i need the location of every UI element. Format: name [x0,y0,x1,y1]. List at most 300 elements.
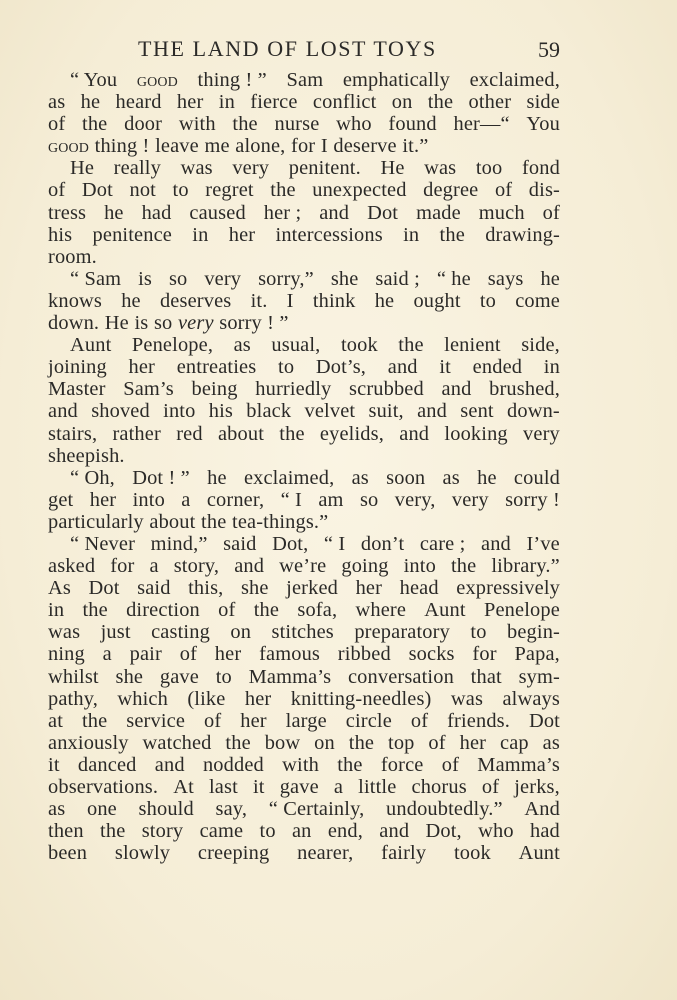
word: her [244,687,272,710]
word: came [199,820,244,843]
word: preparatory [354,621,450,644]
word: “ You [70,69,118,91]
text-line [48,179,560,201]
word: pathy, [48,687,98,710]
word: bow [264,731,301,754]
word: thing ! ” [197,69,267,91]
word: to [479,289,497,312]
word: Aunt [518,842,560,865]
word: exclaimed, [243,466,335,489]
word: her—“ [453,113,510,136]
word: on [391,91,413,114]
word: come [515,289,560,312]
word: direction [126,599,200,622]
word: the [201,510,227,533]
body-text [48,69,560,864]
word: in [543,356,560,379]
word: is [138,267,152,290]
word: and [399,422,430,445]
word: rather [112,422,161,445]
word: sorry ! [505,488,560,511]
word: anxiously [48,731,129,754]
word: stairs, [48,422,98,445]
text-line [48,467,560,489]
word: Dot ! ” [132,466,190,489]
word: the [225,731,251,754]
word: degree [423,179,479,202]
word: a [181,488,191,511]
word: really [113,157,161,180]
word: At [173,776,194,798]
word: her [228,223,256,246]
word: black [246,400,292,423]
word: the [82,113,108,136]
text-line [48,577,560,599]
word: and [481,532,511,555]
word: in [192,223,209,246]
word: and [417,400,447,423]
text-line [48,732,560,754]
word: “ Never [70,532,136,555]
word: always [502,687,560,710]
word: think [312,289,356,312]
word: other [468,91,512,114]
word: friends. [447,709,511,732]
word: and [379,820,410,843]
word: And [524,798,560,821]
word: dis- [528,179,560,202]
word: He [104,312,129,335]
word: for [291,135,316,158]
word: Dot [367,201,399,224]
word: he [80,91,101,114]
word: in [218,91,235,114]
text-line [48,224,560,246]
text-line [48,157,560,179]
word: Dot [81,179,113,202]
word: her [176,91,204,114]
word: of [218,599,236,622]
text-line [48,599,560,621]
word: As [48,577,71,600]
word: her [459,731,487,754]
word: going [341,555,389,578]
word: Sam’s [123,378,174,401]
word: “ Certainly, [268,798,365,821]
word: Aunt [424,599,466,622]
word: as [442,466,460,489]
word: just [100,621,131,644]
word: circle [345,709,392,732]
word: mind,” [150,532,208,555]
word: corner, [206,488,265,511]
word: as [351,466,369,489]
text-line [48,69,560,91]
word: of [428,731,446,754]
word: Dot, [272,532,309,555]
word: leave [155,135,199,158]
word: it [439,356,451,379]
word: he [374,289,395,312]
word: caused [189,201,246,224]
word: took [340,334,378,357]
text-line [48,445,560,467]
word: penitent. [288,157,361,180]
word: chorus [411,776,467,798]
word: of [204,709,222,732]
word: heard [115,91,162,114]
text-line [48,202,560,224]
word: “ he [436,267,471,290]
word: library.” [491,555,560,578]
word: an [291,820,312,843]
word: on [230,621,252,644]
word: alone, [235,135,286,158]
word: and [154,753,185,776]
word: a [102,643,112,666]
text-line [48,290,560,312]
word: the [439,223,465,246]
word: then [48,820,84,843]
word: looking [444,422,508,445]
word: hurriedly [255,378,332,401]
word: conversation [347,665,454,688]
word: don’t [360,532,405,555]
word: into [132,488,165,511]
word: brushed, [489,378,560,401]
word: drawing- [485,223,560,246]
word: am [318,488,344,511]
word: ning [48,643,85,666]
word: had [530,820,560,843]
word: could [513,466,560,489]
text-line [48,378,560,400]
text-line [48,334,560,356]
word: for [110,555,135,578]
word: ended [472,356,523,379]
word: said [137,577,171,600]
word: thing ! [94,135,150,158]
word: about [149,510,196,533]
word: and [441,378,472,401]
word: asked [48,555,96,578]
text-line [48,400,560,422]
word: in [403,223,420,246]
word: Master [48,378,106,401]
word: cap [500,731,529,754]
text-line [48,621,560,643]
word: side, [521,334,560,357]
word: as [233,334,251,357]
word: good [48,135,90,158]
word: unexpected [312,179,407,202]
text-line [48,135,560,157]
text-line [48,489,560,511]
word: the [81,709,108,732]
word: her [89,488,117,511]
word: He [380,157,405,180]
word: was [450,687,484,710]
word: been [48,842,88,865]
text-line [48,710,560,732]
word: it [48,753,60,776]
word: undoubtedly.” [386,798,503,821]
word: fairly [381,842,427,865]
word: room. [48,245,97,268]
word: of [494,179,513,202]
word: observations. [48,776,159,798]
word: in [48,599,65,622]
text-line [48,776,560,798]
word: good [136,69,178,91]
word: at [48,709,64,732]
word: of [48,113,66,136]
word: into [403,555,436,578]
text-line [48,798,560,820]
word: too [475,157,503,180]
word: velvet [304,400,356,423]
word: service [126,709,186,732]
word: her ; [263,201,302,224]
word: her [128,356,156,379]
text-line [48,91,560,113]
word: jerks, [514,776,560,798]
word: to [470,621,487,644]
word: was [48,621,81,644]
word: on [314,731,335,754]
word: scrubbed [349,378,424,401]
word: tress [48,201,87,224]
text-line [48,511,560,533]
page-header [48,34,560,68]
word: she [115,665,144,688]
word: found [388,113,437,136]
word: of [441,753,460,776]
word: her [214,643,242,666]
word: lenient [444,334,501,357]
word: “ Sam [70,267,122,290]
text-line [48,666,560,688]
word: he [477,466,497,489]
word: who [478,820,514,843]
word: Aunt [70,334,112,357]
text-line [48,312,560,334]
word: fond [521,157,560,180]
word: with [282,753,319,776]
word: the [253,599,280,622]
word: it.” [402,135,429,158]
word: much [478,201,525,224]
word: not [129,179,156,202]
word: we’re [279,555,327,578]
word: Dot [88,577,120,600]
word: penitence [92,223,172,246]
word: tea-things.” [232,510,329,533]
word: so [359,488,379,511]
text-line [48,423,560,445]
word: and [234,555,265,578]
word: down. [48,312,100,335]
word: sheepish. [48,444,125,467]
word: the [279,422,305,445]
word: the [427,91,454,114]
word: last [208,776,238,798]
word: danced [77,753,137,776]
word: “ Oh, [70,466,115,489]
word: her [355,577,383,600]
word: as [48,91,66,114]
word: sorry,” [258,267,314,290]
word: red [176,422,203,445]
word: side [526,91,560,114]
word: top [388,731,415,754]
word: famous [259,643,321,666]
word: of [48,179,66,202]
word: to [172,179,189,202]
word: very, [394,488,436,511]
text-line [48,754,560,776]
word: was [180,157,213,180]
text-line [48,356,560,378]
word: to [259,820,276,843]
word: story [141,820,184,843]
word: ribbed [337,643,391,666]
word: the [398,334,424,357]
word: He [70,157,95,180]
word: slowly [114,842,171,865]
word: deserves [159,289,232,312]
word: his [208,400,233,423]
word: fierce [250,91,298,114]
word: deserve [333,135,397,158]
word: particularly [48,510,144,533]
word: gave [279,776,319,798]
word: it. [250,289,268,312]
word: shoved [91,400,150,423]
word: begin- [506,621,560,644]
word: he [540,267,560,290]
running-head: THE LAND OF LOST TOYS [138,36,437,61]
text-line [48,842,560,864]
word: soon [386,466,426,489]
word: a [149,555,159,578]
word: as [542,731,560,754]
word: I [320,135,328,158]
word: say, [215,798,248,821]
word: me [204,135,230,158]
word: socks [408,643,455,666]
word: took [453,842,491,865]
word: of [542,201,560,224]
word: so [153,312,173,335]
word: it [252,776,265,798]
word: he [104,201,124,224]
word: jerked [286,577,339,600]
word: a [333,776,344,798]
word: regret [205,179,254,202]
word: knitting-needles) [290,687,432,710]
word: the [232,113,258,136]
word: joining [48,356,107,379]
page-number: 59 [538,37,560,62]
word: large [285,709,327,732]
text-line [48,268,560,290]
word: door [124,113,163,136]
word: gave [159,665,199,688]
word: made [416,201,461,224]
word: story, [173,555,220,578]
word: into [163,400,196,423]
word: and [48,400,78,423]
word: very [204,267,242,290]
word: to [215,665,232,688]
word: very [177,312,214,335]
word: knows [48,289,102,312]
word: the [337,753,363,776]
word: sym- [518,665,560,688]
word: nearer, [297,842,354,865]
word: the [100,820,126,843]
word: ought [413,289,461,312]
word: Sam [286,69,324,91]
word: “ I [280,488,302,511]
word: expressively [456,577,560,600]
word: he [207,466,227,489]
word: and [319,201,350,224]
text-line [48,246,560,268]
word: creeping [197,842,270,865]
word: Mamma’s [477,753,560,776]
word: down- [507,400,560,423]
word: she [330,267,359,290]
word: very [451,488,489,511]
word: stitches [271,621,334,644]
word: of [410,709,429,732]
word: end, [327,820,363,843]
word: the [82,599,108,622]
word: the [348,731,375,754]
word: suit, [368,400,404,423]
word: of [481,776,500,798]
word: force [380,753,424,776]
word: I [286,289,294,312]
word: said ; [375,267,420,290]
word: exclaimed, [469,69,560,91]
word: conflict [312,91,377,114]
word: I’ve [526,532,560,555]
word: sofa, [297,599,338,622]
word: head [399,577,439,600]
word: who [336,113,372,136]
text-line [48,533,560,555]
word: this, [188,577,224,600]
word: for [472,643,497,666]
word: as [48,798,66,821]
text-line [48,820,560,842]
word: Dot, [425,820,462,843]
word: said [223,532,257,555]
word: says [487,267,524,290]
word: is [134,312,149,335]
word: very [523,422,560,445]
word: You [526,113,560,136]
word: whilst [48,665,99,688]
word: pair [129,643,162,666]
word: the [450,555,477,578]
word: his [48,223,73,246]
word: where [355,599,407,622]
word: her [240,709,267,732]
